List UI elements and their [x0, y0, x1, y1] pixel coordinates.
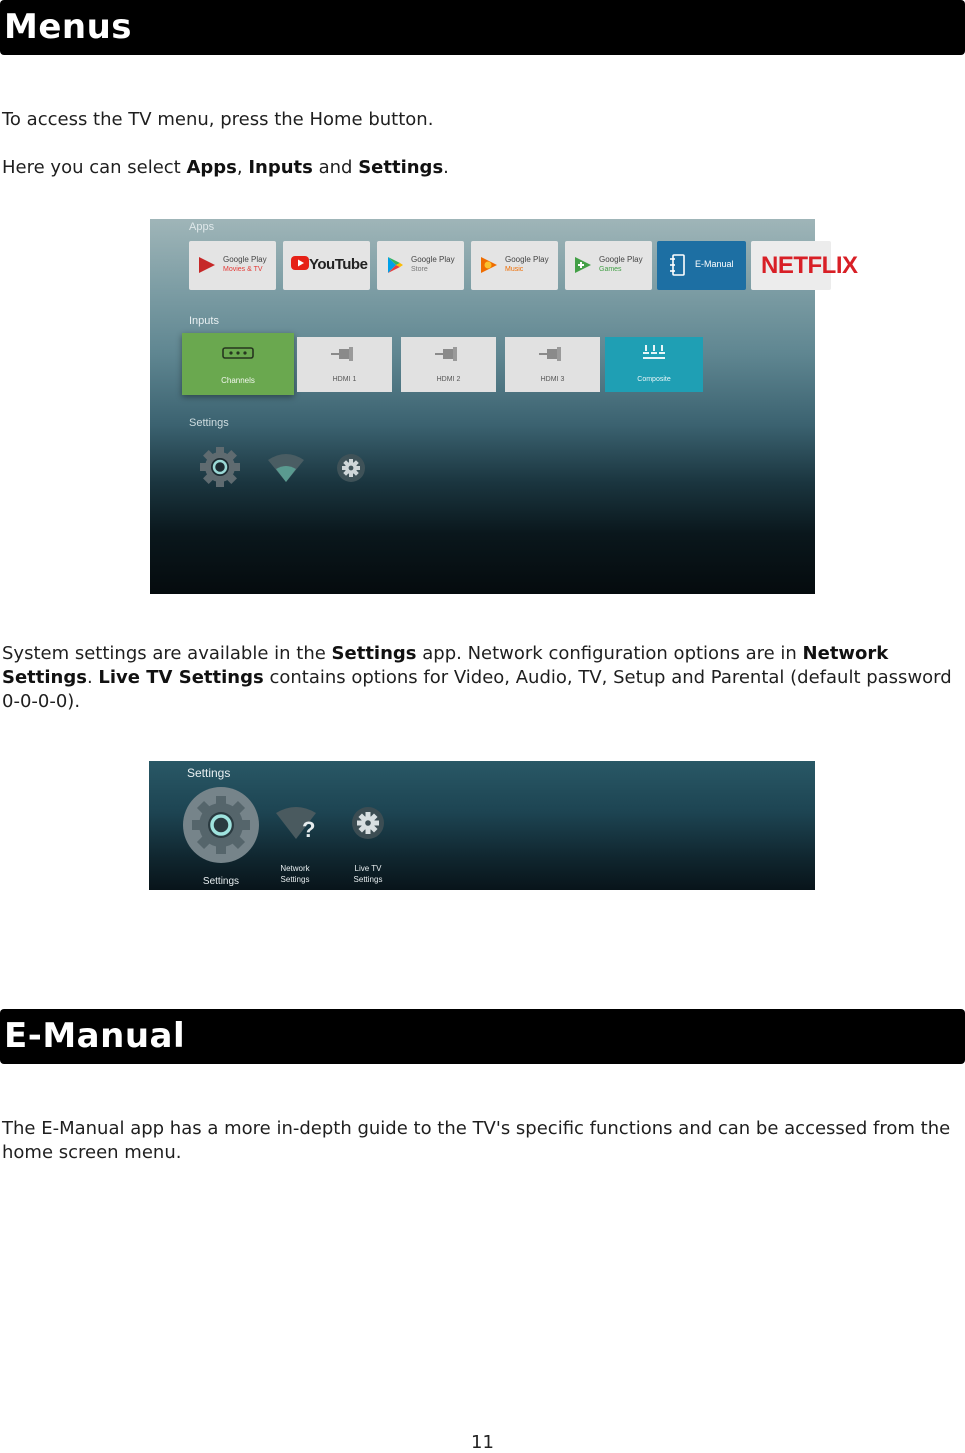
home-screen-screenshot	[150, 219, 858, 594]
settings-description: System settings are available in the Settings app. Network configuration options are in Network Settings. Live TV Settings contains options for Video, Audio, TV, Setup and Parental (default password 0-0-0-0).	[2, 643, 952, 712]
youtube-icon	[291, 256, 309, 270]
play-music-icon	[479, 255, 499, 275]
app-tile-emanual[interactable]: E-Manual	[657, 241, 746, 290]
menus-heading: Menus	[4, 7, 133, 47]
intro-line-1: To access the TV menu, press the Home button.	[2, 109, 434, 130]
intro-line-2: Here you can select Apps, Inputs and Settings.	[2, 157, 449, 178]
live-tv-settings-icon[interactable]	[336, 453, 366, 483]
settings-gear-icon[interactable]	[198, 445, 242, 489]
emanual-heading: E-Manual	[4, 1016, 186, 1056]
apps-row-label: Apps	[189, 221, 215, 233]
settings-term: Settings	[358, 157, 444, 178]
app-tile-play-store[interactable]: Google Play Store	[377, 241, 464, 290]
emanual-heading-banner	[0, 1009, 965, 1064]
emanual-description: The E-Manual app has a more in-depth guide to the TV's specific functions and can be accessed from the home screen menu.	[2, 1118, 951, 1163]
input-tile-hdmi-1[interactable]: HDMI 1	[297, 337, 392, 392]
app-tile-netflix[interactable]	[751, 241, 858, 290]
hdmi-plug-icon	[331, 346, 355, 362]
play-store-icon	[385, 255, 405, 275]
live-tv-settings-icon[interactable]	[351, 806, 385, 840]
composite-connector-icon	[642, 344, 666, 362]
app-tile-play-music[interactable]: Google Play Music	[471, 241, 558, 290]
netflix-logo: NETFLIX	[761, 252, 858, 279]
inputs-term: Inputs	[248, 157, 313, 178]
page-number: 11	[471, 1432, 494, 1453]
network-settings-label: Network Settings	[280, 864, 310, 884]
apps-term: Apps	[186, 157, 237, 178]
input-tile-composite[interactable]: Composite	[605, 337, 703, 392]
settings-row-label: Settings	[189, 417, 229, 429]
menus-heading-banner	[0, 0, 965, 55]
svg-text:?: ?	[302, 817, 316, 842]
tv-channels-icon	[222, 347, 254, 359]
app-tile-youtube[interactable]: YouTube	[283, 241, 370, 290]
input-tile-hdmi-3[interactable]: HDMI 3	[505, 337, 600, 392]
emanual-book-icon	[669, 254, 685, 276]
play-games-icon	[573, 255, 593, 275]
hdmi-plug-icon	[435, 346, 459, 362]
app-tile-play-games[interactable]: Google Play Games	[565, 241, 652, 290]
play-movies-icon	[197, 255, 217, 275]
wifi-icon[interactable]	[266, 452, 306, 482]
inputs-row-label: Inputs	[189, 315, 219, 327]
settings-header-label: Settings	[187, 766, 231, 780]
input-tile-hdmi-2[interactable]: HDMI 2	[401, 337, 496, 392]
settings-gear-large-icon[interactable]	[182, 786, 260, 864]
app-tile-play-movies[interactable]: Google Play Movies & TV	[189, 241, 276, 290]
live-tv-settings-label: Live TV Settings	[353, 864, 383, 884]
settings-row-screenshot	[149, 761, 815, 890]
hdmi-plug-icon	[539, 346, 563, 362]
settings-item-label: Settings	[202, 876, 240, 887]
input-tile-channels[interactable]: Channels	[182, 333, 294, 395]
wifi-question-icon[interactable]	[274, 805, 318, 842]
